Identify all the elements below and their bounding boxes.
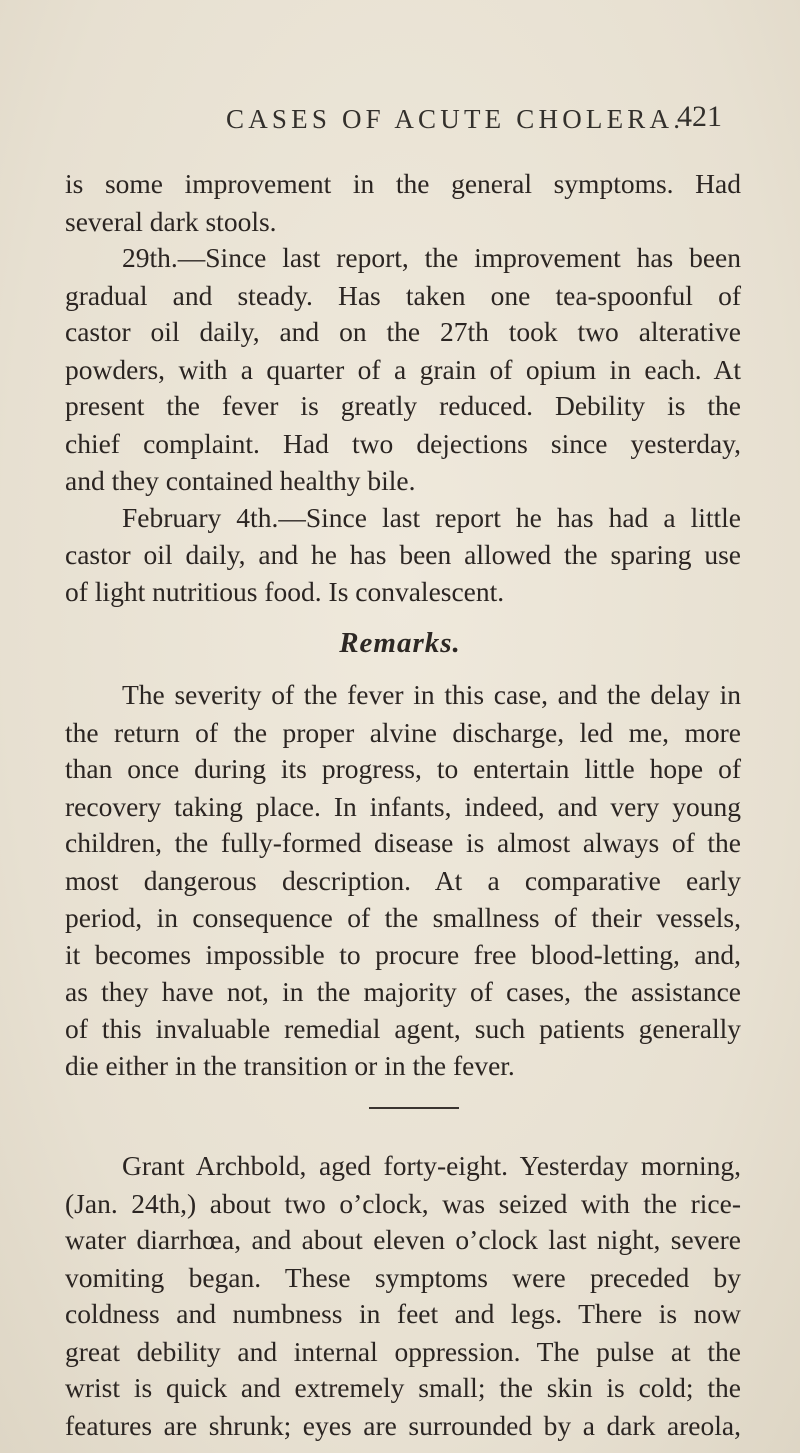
section-divider bbox=[369, 1107, 459, 1109]
text-line: Grant Archbold, aged forty-eight. Yesterday morning, bbox=[122, 1150, 741, 1182]
text-line: water diarrhœa, and about eleven o’clock last night, severe bbox=[65, 1224, 741, 1256]
text-line: castor oil daily, and on the 27th took two alterative bbox=[65, 316, 741, 348]
running-title: CASES OF ACUTE CHOLERA. bbox=[226, 104, 685, 134]
text-line: as they have not, in the majority of cases, the assistance bbox=[65, 975, 741, 1007]
text-line: die either in the transition or in the fever. bbox=[65, 1049, 515, 1081]
text-line: The severity of the fever in this case, and the delay in bbox=[122, 679, 741, 711]
text-line: features are shrunk; eyes are surrounded by a dark areola, bbox=[65, 1410, 741, 1441]
page-number: 421 bbox=[677, 100, 722, 133]
text-line: the return of the proper alvine discharge, led me, more bbox=[65, 716, 741, 748]
running-head bbox=[0, 100, 800, 144]
text-line: than once during its progress, to entertain little hope of bbox=[65, 753, 741, 785]
text-line: chief complaint. Had two dejections since yesterday, bbox=[65, 427, 741, 459]
text-line: wrist is quick and extremely small; the skin is cold; the bbox=[65, 1372, 741, 1404]
text-line: (Jan. 24th,) about two o’clock, was seized with the rice- bbox=[65, 1187, 741, 1219]
text-line: castor oil daily, and he has been allowed the sparing use bbox=[65, 538, 741, 570]
text-line: gradual and steady. Has taken one tea-spoonful of bbox=[65, 279, 741, 311]
text-line: and they contained healthy bile. bbox=[65, 464, 416, 496]
remarks-heading: Remarks. bbox=[339, 626, 461, 659]
text-line: great debility and internal oppression. The pulse at the bbox=[65, 1335, 741, 1367]
text-line: period, in consequence of the smallness of their vessels, bbox=[65, 901, 741, 933]
text-line: powders, with a quarter of a grain of opium in each. At bbox=[65, 353, 741, 385]
text-line: of light nutritious food. Is convalescent. bbox=[65, 576, 505, 608]
text-line: children, the fully-formed disease is almost always of the bbox=[65, 827, 741, 859]
text-line: most dangerous description. At a comparative early bbox=[65, 864, 741, 896]
text-line: vomiting began. These symptoms were preceded by bbox=[65, 1261, 741, 1293]
text-line: several dark stools. bbox=[65, 205, 277, 237]
text-line: present the fever is greatly reduced. Debility is the bbox=[65, 390, 741, 422]
text-line: coldness and numbness in feet and legs. There is now bbox=[65, 1298, 741, 1330]
text-line: February 4th.—Since last report he has had a little bbox=[122, 502, 741, 534]
text-line: 29th.—Since last report, the improvement has been bbox=[122, 242, 741, 274]
text-line: is some improvement in the general symptoms. Had bbox=[65, 168, 741, 199]
text-line: it becomes impossible to procure free blood-letting, and, bbox=[65, 939, 741, 971]
text-line: of this invaluable remedial agent, such patients generally bbox=[65, 1013, 741, 1045]
text-line: recovery taking place. In infants, indeed, and very young bbox=[65, 790, 741, 822]
